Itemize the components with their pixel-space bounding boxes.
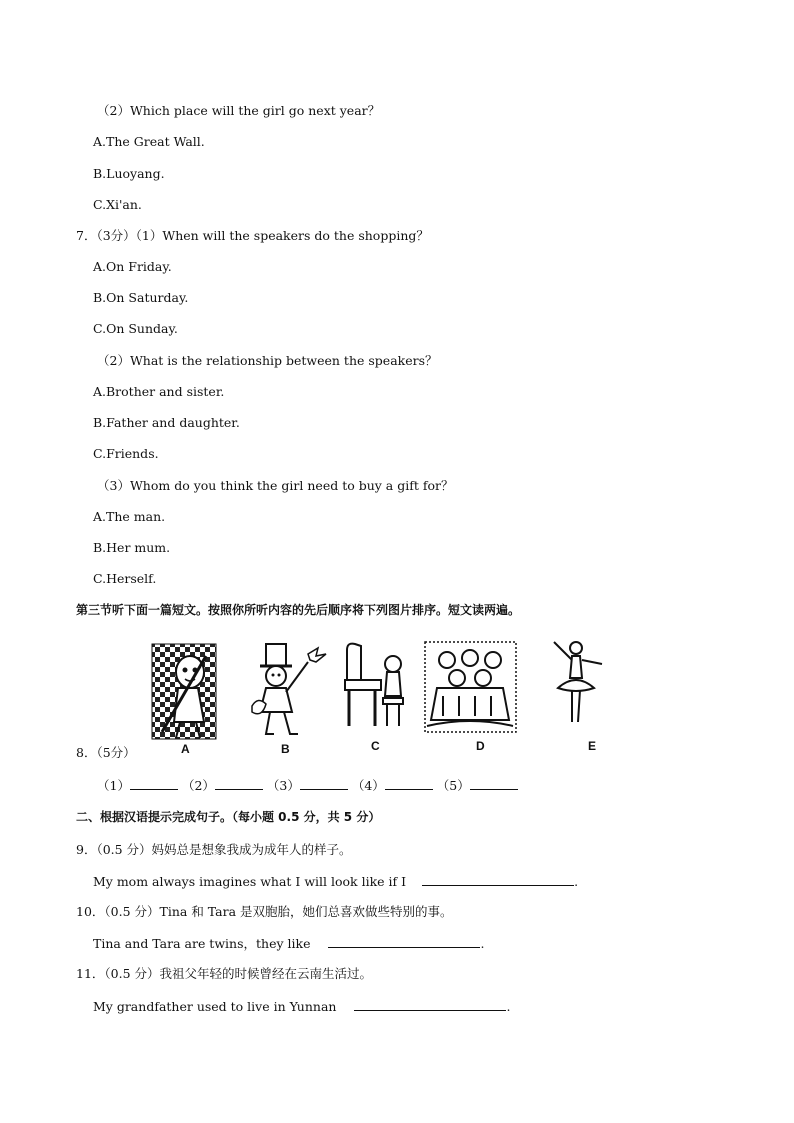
q7-2-question: （2）What is the relationship between the speakers？ [97,353,438,368]
section3-title: 第三节听下面一篇短文。按照你所听内容的先后顺序将下列图片排序。短文读两遍。 [76,603,521,617]
picture-b-magician [246,640,331,740]
q8-blank-3-label: （3） [266,778,300,793]
q10-header: 10．（0.5 分）Tina 和 Tara 是双胞胎，她们总喜欢做些特别的事。 [76,904,453,919]
picture-e-ballerina [548,638,608,728]
picture-c-label: C [371,739,380,753]
picture-a-label: A [181,742,190,756]
q9-sentence-row [93,873,578,890]
q7-1-option-a: A.On Friday. [93,259,172,274]
picture-e-label: E [588,739,597,753]
picture-a-monkey-king [150,642,220,742]
q8-blank-5-label: （5） [436,778,470,793]
q8-blank-4[interactable] [385,777,433,790]
q7-3-option-c: C.Herself. [93,571,157,586]
q9-header: 9．（0.5 分）妈妈总是想象我成为成年人的样子。 [76,842,352,857]
q8-blank-1-label: （1） [97,778,130,793]
q7-3-option-a: A.The man. [93,509,166,524]
q8-blank-2[interactable] [215,777,263,790]
q11-period: . [506,999,511,1014]
picture-d-label: D [476,739,485,753]
q11-sentence-row [93,998,510,1015]
q8-blank-1[interactable] [130,777,178,790]
q8-header: 8．（5分） [76,745,136,760]
q10-period: . [480,936,485,951]
q8-blank-3[interactable] [300,777,348,790]
q7-1-option-b: B.On Saturday. [93,290,189,305]
q9-period: . [574,874,579,889]
picture-b-label: B [281,742,290,756]
q10-sentence-row [93,935,484,952]
q7-3-question: （3）Whom do you think the girl need to buy a gift for？ [97,478,454,493]
q8-blank-5[interactable] [470,777,518,790]
q9-answer-blank[interactable] [422,873,574,886]
q8-blank-row [97,777,518,794]
q9-sentence: My mom always imagines what I will look like if I [93,874,407,889]
picture-d-choir [423,640,518,736]
q7-1-option-c: C.On Sunday. [93,321,178,336]
q10-answer-blank[interactable] [328,935,480,948]
q7-2-option-a: A.Brother and sister. [93,384,225,399]
q11-sentence: My grandfather used to live in Yunnan [93,999,337,1014]
q8-blank-2-label: （2） [181,778,215,793]
picture-c-piano-player [343,640,408,735]
q7-3-option-b: B.Her mum. [93,540,171,555]
q11-answer-blank[interactable] [354,998,506,1011]
q11-header: 11．（0.5 分）我祖父年轻的时候曾经在云南生活过。 [76,966,373,981]
q10-sentence: Tina and Tara are twins，they like [93,936,311,951]
q7-2-option-b: B.Father and daughter. [93,415,240,430]
q6-2-question: （2）Which place will the girl go next year？ [97,103,381,118]
q6-2-option-a: A.The Great Wall. [93,134,205,149]
q6-2-option-b: B.Luoyang. [93,166,165,181]
part2-title: 二、根据汉语提示完成句子。（每小题 0.5 分，共 5 分） [76,810,381,824]
q6-2-option-c: C.Xi'an. [93,197,142,212]
q7-2-option-c: C.Friends. [93,446,159,461]
q8-blank-4-label: （4） [351,778,385,793]
q7-header: 7．（3分）（1）When will the speakers do the shopping？ [76,228,429,243]
